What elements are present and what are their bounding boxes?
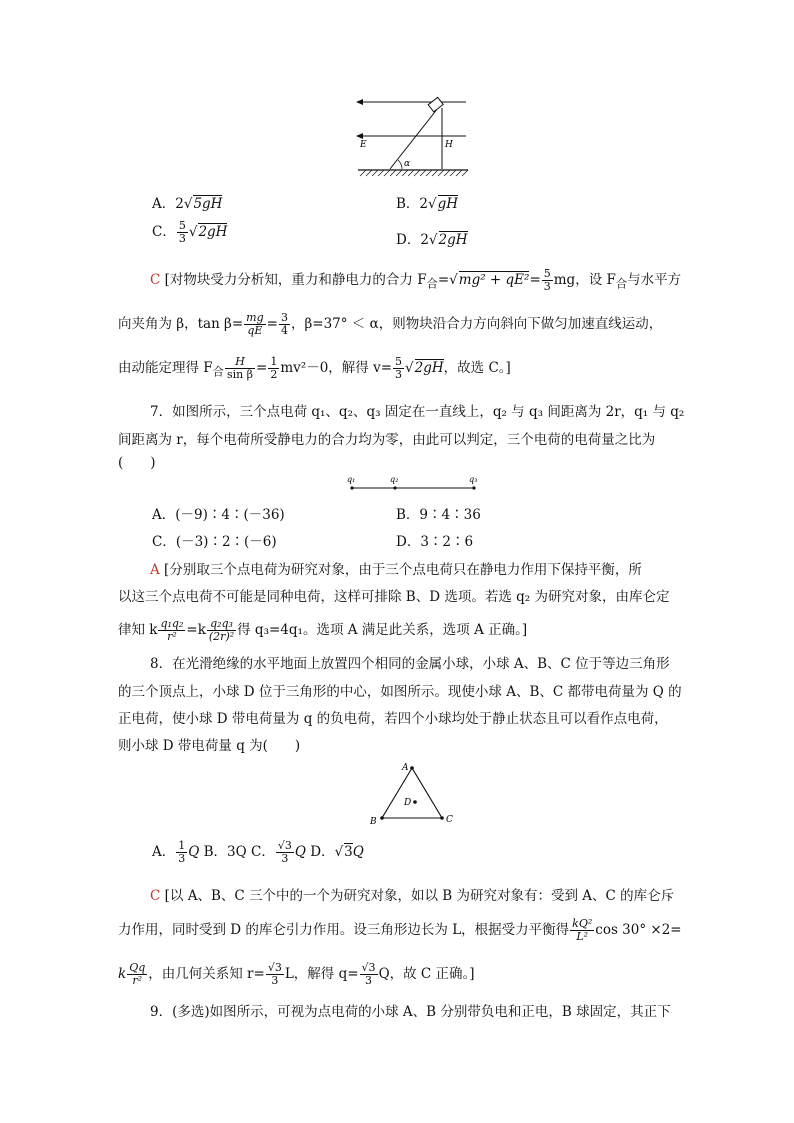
q8-option-a-tail: Q — [188, 844, 200, 860]
arrow-head-middle — [356, 133, 363, 139]
q6-option-b-radicand: gH — [437, 196, 459, 212]
label-alpha: α — [404, 159, 411, 169]
a7-l3num2: q₂q₃ — [207, 618, 236, 631]
label-q3: q₃ — [469, 475, 478, 484]
q8-line-2: 的三个顶点上，小球 D 位于三角形的中心，如图所示。现使小球 A、B、C 都带电荷量为 Q 的 — [118, 684, 682, 700]
a8-l3den3: 3 — [365, 974, 373, 987]
a8-l3a: k — [118, 966, 127, 982]
label-B: B — [370, 817, 377, 827]
a6-l1b: = — [437, 272, 450, 288]
a6-l2den: qE — [247, 324, 263, 337]
q7-option-a: A．(－9)∶4∶(－36) — [152, 507, 285, 523]
a7-line-1 — [150, 558, 642, 578]
q6-option-c: C． $\frac{5}{3}$ √2gH — [152, 219, 228, 245]
q8-option-c-num: √3 — [277, 839, 292, 852]
q8-option-a-den: 3 — [178, 852, 186, 865]
q6-option-d-label: D．2 — [396, 232, 429, 248]
a7-l3a: 律知 k — [118, 622, 158, 638]
ground-hatching — [360, 170, 468, 176]
a6-l2b: = — [266, 316, 278, 332]
a6-l3den2: 2 — [270, 368, 278, 381]
q8-option-c-tail: Q — [294, 844, 306, 860]
a6-l3a: 由动能定理得 F — [118, 360, 213, 376]
figure-triangle-charges — [364, 758, 462, 830]
a8-l2num: kQ² — [572, 917, 593, 930]
q8-line-3: 正电荷，使小球 D 带电荷量为 q 的负电荷，若四个小球均处于静止状态且可以看作点电荷， — [118, 711, 668, 727]
triangle — [382, 768, 442, 818]
a6-l1num: 5 — [543, 267, 551, 280]
q7-line-2: 间距离为 r，每个电荷所受静电力的合力均为零，由此可以判定，三个电荷的电荷量之比为 — [118, 432, 656, 448]
q8-options: A． $\frac{1}{3}$ Q B．3Q C． $\frac{√3}{3}$ Q D．√3Q — [152, 839, 364, 865]
a6-l1sub: 合 — [426, 277, 438, 291]
label-D: D — [404, 798, 412, 808]
a6-l3c: mv²－0，解得 v= — [280, 360, 393, 376]
q6-option-d: D．2√2gH — [396, 232, 468, 248]
label-C: C — [446, 815, 453, 825]
q6-option-b: B．2√gH — [396, 196, 459, 212]
q8-line-1: 8．在光滑绝缘的水平地面上放置四个相同的金属小球，小球 A、B、C 位于等边三角形 — [150, 656, 670, 672]
q6-option-c-radicand: 2gH — [198, 224, 228, 240]
a6-l3d: ，故选 C。] — [443, 360, 511, 376]
q6-option-a-radicand: 5gH — [193, 196, 223, 212]
a7-line-2: 以这三个点电荷不可能是同种电荷，这样可排除 B、D 选项。若选 q₂ 为研究对象，由库仑定 — [118, 589, 670, 605]
a8-l2den: L² — [576, 930, 589, 943]
a8-line-2 — [118, 918, 682, 943]
q9-line-1: 9．(多选)如图所示，可视为点电荷的小球 A、B 分别带负电和正电，B 球固定，其正下 — [150, 1004, 671, 1020]
a8-answer-letter: C — [150, 888, 161, 904]
q8-option-b: B．3Q — [203, 844, 247, 860]
charge-q2 — [393, 486, 396, 489]
charge-q3 — [472, 486, 475, 489]
ball-c — [440, 816, 444, 820]
q8-option-d-tail: Q — [352, 844, 364, 860]
q6-option-d-radicand: 2gH — [438, 232, 468, 248]
q8-line-4: 则小球 D 带电荷量 q 为( ) — [118, 738, 301, 754]
a6-l1c: = — [529, 272, 541, 288]
a7-l3den: r² — [167, 630, 177, 643]
a8-l3d: Q，故 C 正确。] — [378, 966, 475, 982]
q7-option-d: D．3∶2∶6 — [396, 534, 474, 550]
a8-l3num: Qq — [129, 961, 146, 974]
ball-b — [380, 816, 384, 820]
q6-option-a: A．2√5gH — [152, 196, 223, 212]
a6-l1a: [对物块受力分析知，重力和静电力的合力 F — [164, 272, 427, 288]
label-q2: q₂ — [390, 475, 399, 484]
a7-l3b: =k — [186, 622, 206, 638]
a7-l3c: 得 q₃=4q₁。选项 A 满足此关系，选项 A 正确。] — [237, 622, 528, 638]
label-A: A — [402, 763, 409, 773]
a6-l1den: 3 — [543, 280, 551, 293]
a8-l2a: 力作用，同时受到 D 的库仑引力作用。设三角形边长为 L，根据受力平衡得 — [118, 922, 570, 938]
figure-three-charges — [340, 472, 480, 494]
q7-option-c: C．(－3)∶2∶(－6) — [152, 534, 277, 550]
a6-l3num3: 5 — [395, 355, 403, 368]
charge-q1 — [350, 486, 353, 489]
q6-option-c-den: 3 — [178, 232, 186, 245]
a8-l3c: L，解得 q= — [284, 966, 359, 982]
a6-l1e: 与水平方 — [627, 272, 682, 288]
angle-arc — [398, 160, 402, 169]
a7-line-3 — [118, 618, 527, 643]
a8-l3num2: √3 — [267, 961, 282, 974]
q8-option-d-label: D． — [310, 844, 335, 860]
a8-l3num3: √3 — [361, 961, 376, 974]
q8-option-c-den: 3 — [281, 852, 289, 865]
a7-l3num: q₁q₂ — [160, 617, 184, 630]
q6-option-c-label: C． — [152, 224, 176, 240]
label-H: H — [445, 140, 453, 150]
q7-line-3: ( ) — [118, 455, 156, 471]
q8-option-c-label: C． — [251, 844, 275, 860]
a6-l2c: ，β=37° ＜ α，则物块沿合力方向斜向下做匀加速直线运动， — [290, 316, 663, 332]
ball-d — [413, 800, 417, 804]
a6-l2num: mg — [246, 311, 264, 324]
a6-line-1: C [对物块受力分析知，重力和静电力的合力 $F_合=√mg^2 + qE^2=$ $\frac{5}{3}$ mg，设 $F_合$与水平方 — [150, 267, 682, 293]
a6-l2den2: 4 — [280, 324, 288, 337]
a6-l1rad: mg² + qE² — [458, 272, 530, 288]
q8-option-a-num: 1 — [178, 839, 186, 852]
a8-l3den: r² — [132, 974, 143, 987]
a6-answer-letter: C — [150, 272, 161, 288]
q7-option-b: B．9∶4∶36 — [396, 507, 481, 523]
a8-l3den2: 3 — [271, 974, 279, 987]
q8-option-d-radicand: 3 — [344, 844, 353, 860]
a6-line-3: 由动能定理得 $F_合$ $\frac{H}{\text{sin β}}$ = $\frac{1}{2}$ mv²－0，解得 v= $\frac{5}{3}$ √2gH，故选 C。] — [118, 355, 511, 381]
a6-l3num: H — [225, 356, 255, 369]
a7-answer-letter: A — [150, 562, 160, 578]
q6-option-b-label: B．2 — [396, 196, 429, 212]
a6-l3den3: 3 — [395, 368, 403, 381]
incline-slope — [390, 108, 438, 169]
label-E: E — [360, 140, 367, 150]
figure-incline-field — [354, 96, 472, 180]
block — [428, 97, 443, 111]
a8-l3b: ，由几何关系知 r= — [148, 966, 265, 982]
a6-l3rad: 2gH — [414, 360, 444, 376]
a7-l1: [分别取三个点电荷为研究对象，由于三个点电荷只在静电力作用下保持平衡，所 — [164, 562, 642, 578]
a6-l3num2: 1 — [270, 355, 278, 368]
a6-l3sub: 合 — [212, 365, 224, 379]
a6-l1sub2: 合 — [615, 277, 628, 291]
a6-l2num2: 3 — [280, 311, 288, 324]
a8-line-3 — [118, 962, 475, 987]
a8-l2b: cos 30° ×2= — [595, 922, 682, 938]
a8-l1: [以 A、B、C 三个中的一个为研究对象，如以 B 为研究对象有：受到 A、C 的库仑斥 — [164, 888, 675, 904]
q8-option-a-label: A． — [152, 844, 176, 860]
a6-l3b: = — [256, 360, 268, 376]
q7-line-1: 7．如图所示，三个点电荷 q₁、q₂、q₃ 固定在一直线上，q₂ 与 q₃ 间距离为 2r，q₁ 与 q₂ — [150, 404, 685, 420]
q6-option-a-label: A．2 — [152, 196, 184, 212]
ball-a — [410, 766, 414, 770]
a6-l1d: mg，设 F — [553, 272, 616, 288]
a8-line-1 — [150, 884, 674, 904]
a6-line-2 — [118, 312, 662, 337]
label-q1: q₁ — [347, 475, 356, 484]
a7-l3den2: (2r)² — [208, 630, 235, 643]
a6-l3den: sin β — [226, 368, 254, 381]
a6-l2a: 向夹角为 β，tan β= — [118, 316, 244, 332]
q6-option-c-num: 5 — [178, 219, 186, 232]
arrow-head-top — [356, 99, 363, 105]
